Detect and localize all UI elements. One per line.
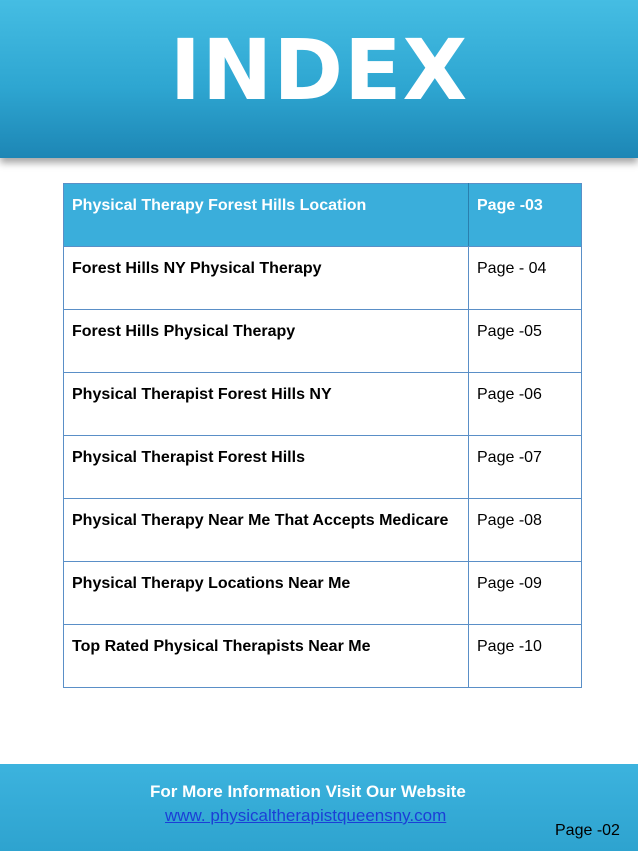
index-topic: Top Rated Physical Therapists Near Me: [64, 625, 469, 688]
index-topic: Physical Therapy Forest Hills Location: [64, 184, 469, 247]
index-page-ref: Page -03: [469, 184, 582, 247]
table-row: [64, 184, 582, 247]
index-header-banner: [0, 0, 638, 158]
index-topic: Forest Hills NY Physical Therapy: [64, 247, 469, 310]
website-link[interactable]: www. physicaltherapistqueensny.com: [165, 806, 447, 825]
index-page-ref: Page -09: [469, 562, 582, 625]
table-row: [64, 499, 582, 562]
table-row: [64, 436, 582, 499]
index-topic: Physical Therapist Forest Hills: [64, 436, 469, 499]
index-page-ref: Page -06: [469, 373, 582, 436]
index-table: [63, 183, 582, 688]
index-topic: Physical Therapy Locations Near Me: [64, 562, 469, 625]
footer-info-text: For More Information Visit Our Website: [150, 782, 466, 801]
index-page-ref: Page -07: [469, 436, 582, 499]
index-topic: Forest Hills Physical Therapy: [64, 310, 469, 373]
page-number: Page -02: [555, 822, 620, 839]
index-topic: Physical Therapist Forest Hills NY: [64, 373, 469, 436]
index-page-ref: Page -08: [469, 499, 582, 562]
table-row: [64, 247, 582, 310]
table-row: [64, 373, 582, 436]
table-row: [64, 562, 582, 625]
page-title: INDEX: [169, 21, 469, 119]
table-row: [64, 310, 582, 373]
index-page-ref: Page -05: [469, 310, 582, 373]
footer-banner: [0, 764, 638, 851]
index-page-ref: Page -10: [469, 625, 582, 688]
index-topic: Physical Therapy Near Me That Accepts Medicare: [64, 499, 469, 562]
table-row: [64, 625, 582, 688]
index-page-ref: Page - 04: [469, 247, 582, 310]
